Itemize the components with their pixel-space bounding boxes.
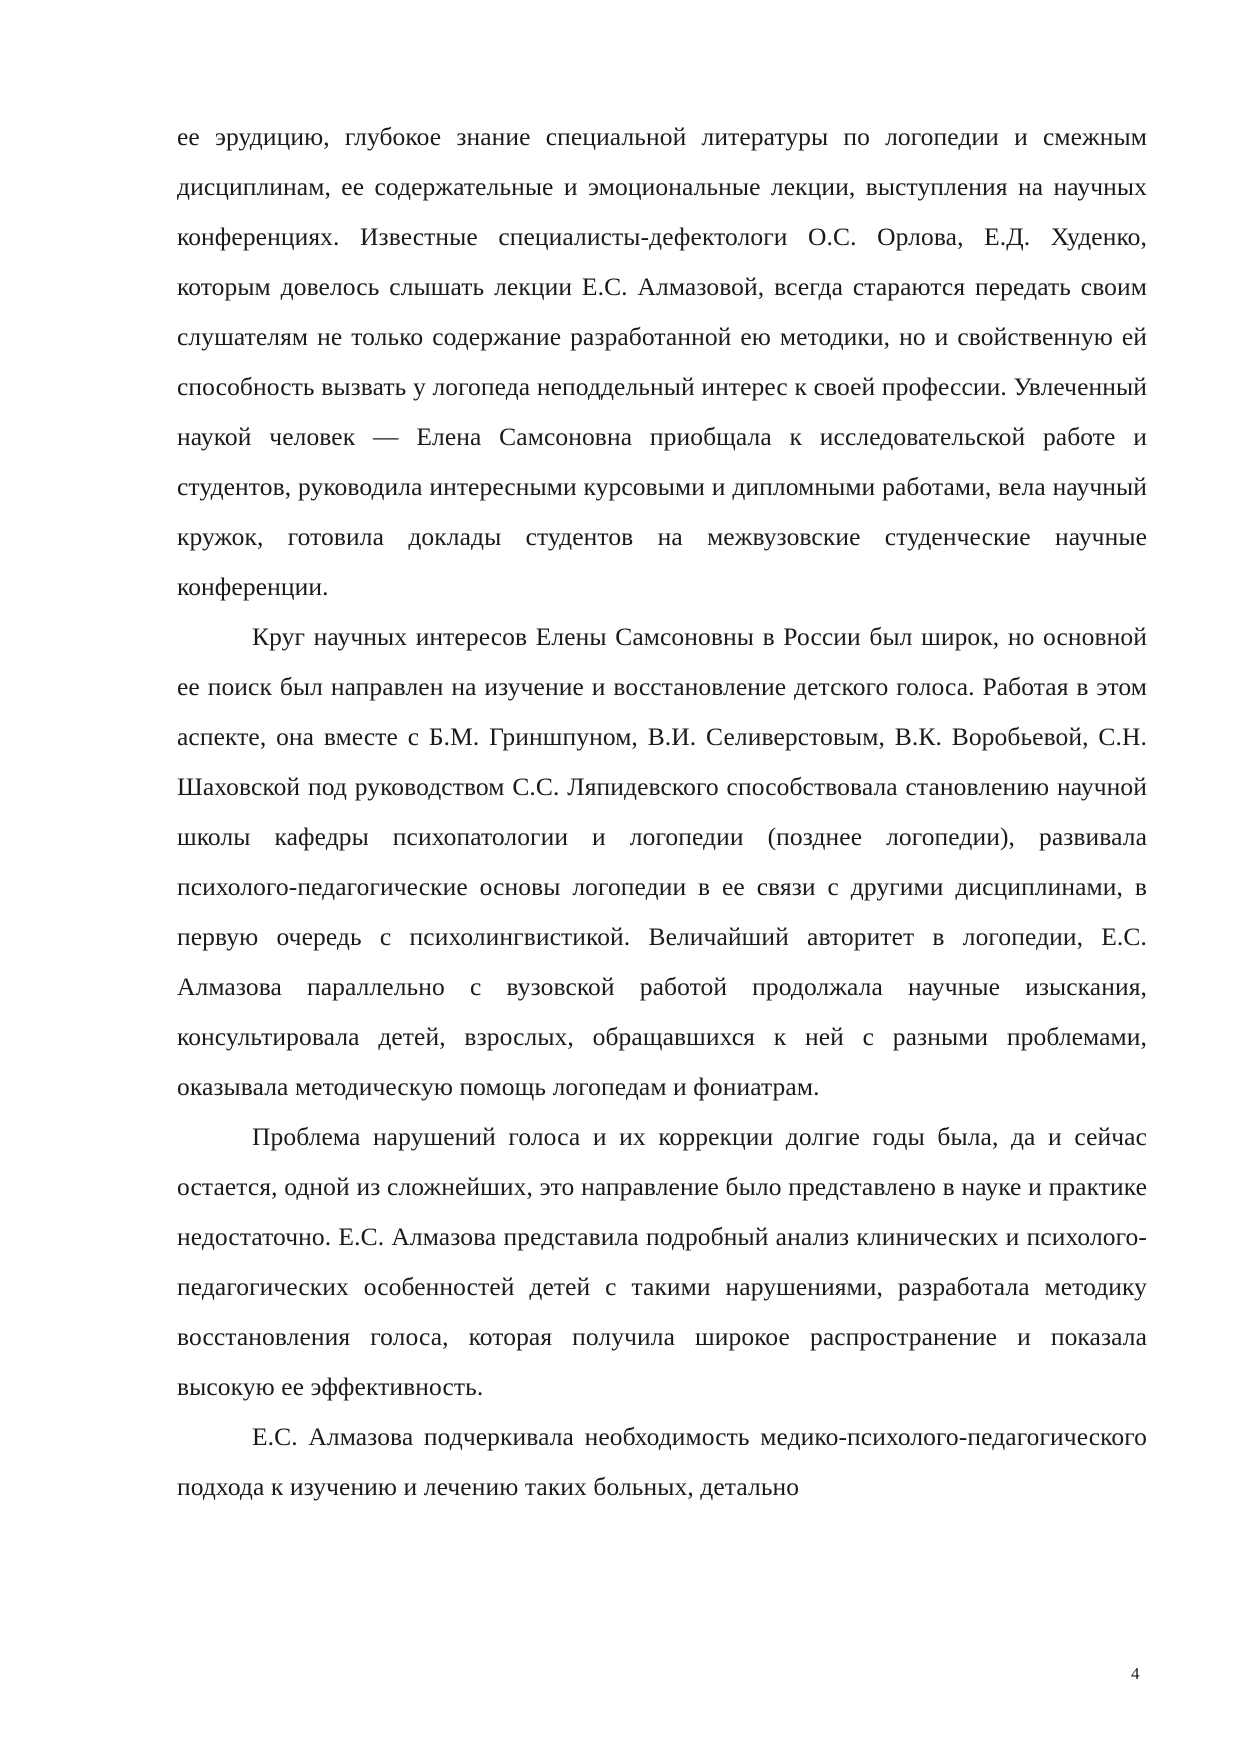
paragraph-3: Проблема нарушений голоса и их коррекции долгие годы была, да и сейчас остается, одной из сложнейших, это направление было представлено в науке и практике недостаточно. Е.С. Алмазова представила подробный анализ клинических и психолого-педагогических особенностей детей с такими нарушениями, разработала методику восстановления голоса, которая получила широкое распространение и показала высокую ее эффективность. <box>177 1122 1147 1401</box>
page-number: 4 <box>1131 1664 1140 1683</box>
paragraph-1: ее эрудицию, глубокое знание специальной литературы по логопедии и смежным дисциплинам, ее содержательные и эмоциональные лекции, выступления на научных конференциях. Известные специалисты-дефектологи О.С. Орлова, Е.Д. Худенко, которым довелось слышать лекции Е.С. Алмазовой, всегда стараются передать своим слушателям не только содержание разработанной ею методики, но и свойственную ей способность вызвать у логопеда неподдельный интерес к своей профессии. Увлеченный наукой человек — Елена Самсоновна приобщала к исследовательской работе и студентов, руководила интересными курсовыми и дипломными работами, вела научный кружок, готовила доклады студентов на межвузовские студенческие научные конференции. <box>177 122 1147 601</box>
paragraph-4: Е.С. Алмазова подчеркивала необходимость медико-психолого-педагогического подхода к изучению и лечению таких больных, детально <box>177 1422 1147 1501</box>
body-text <box>177 112 1147 1512</box>
paragraph-2: Круг научных интересов Елены Самсоновны в России был широк, но основной ее поиск был направлен на изучение и восстановление детского голоса. Работая в этом аспекте, она вместе с Б.М. Гриншпуном, В.И. Селиверстовым, В.К. Воробьевой, С.Н. Шаховской под руководством С.С. Ляпидевского способствовала становлению научной школы кафедры психопатологии и логопедии (позднее логопедии), развивала психолого-педагогические основы логопедии в ее связи с другими дисциплинами, в первую очередь с психолингвистикой. Величайший авторитет в логопедии, Е.С. Алмазова параллельно с вузовской работой продолжала научные изыскания, консультировала детей, взрослых, обращавшихся к ней с разными проблемами, оказывала методическую помощь логопедам и фониатрам. <box>177 622 1147 1101</box>
